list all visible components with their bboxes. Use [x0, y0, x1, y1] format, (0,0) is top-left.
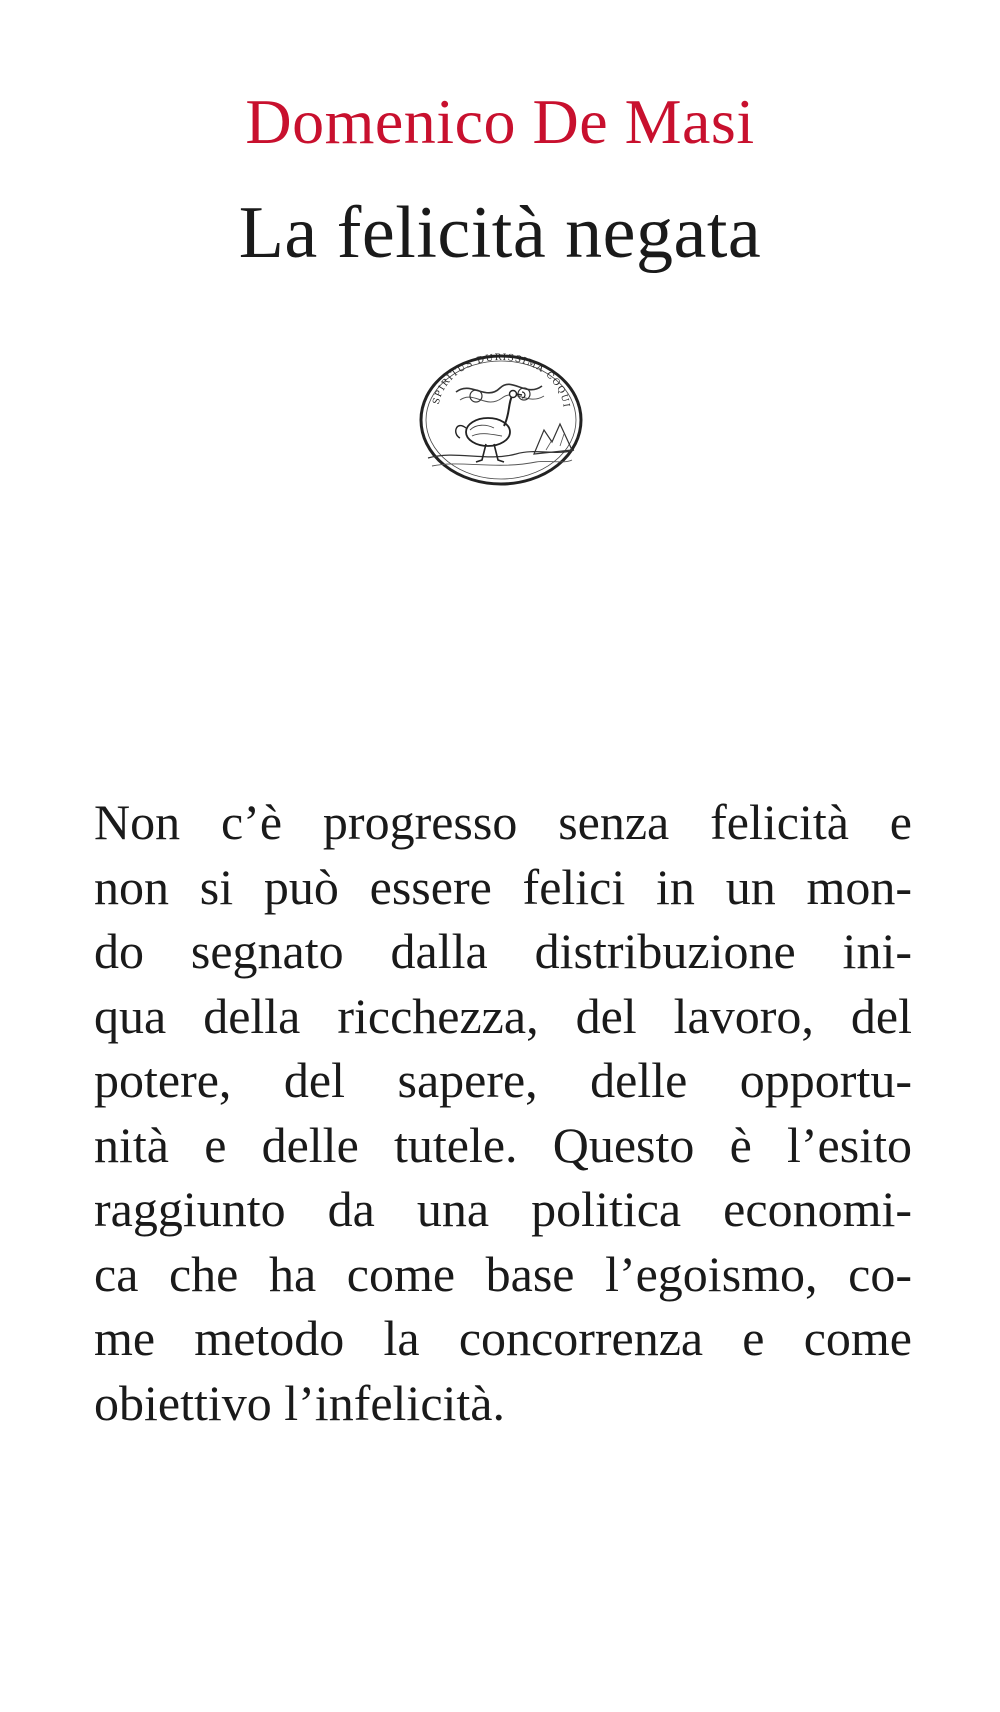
svg-text:SPIRITUS DURISSIMA COQUIT: SPIRITUS DURISSIMA COQUI: [431, 352, 571, 409]
blurb-line: do segnato dalla distribuzione ini-: [94, 923, 912, 979]
blurb-line: raggiunto da una politica economi-: [94, 1181, 912, 1237]
blurb-text: [94, 790, 912, 1435]
blurb-line: potere, del sapere, delle opportu-: [94, 1052, 912, 1108]
blurb-line: nità e delle tutele. Questo è l’esito: [94, 1116, 912, 1173]
blurb-line: obiettivo l’infelicità.: [94, 1374, 505, 1431]
ostrich-emblem-icon: [416, 350, 586, 490]
blurb-line: Non c’è progresso senza felicità e: [94, 794, 912, 850]
blurb-line: non si può essere felici in un mon-: [94, 858, 912, 915]
author-name: Domenico De Masi: [245, 86, 755, 157]
blurb-line: ca che ha come base l’egoismo, co-: [94, 1245, 912, 1302]
blurb-line: qua della ricchezza, del lavoro, del: [94, 987, 912, 1044]
book-title: La felicità negata: [238, 192, 762, 274]
blurb-line: me metodo la concorrenza e come: [94, 1310, 912, 1366]
